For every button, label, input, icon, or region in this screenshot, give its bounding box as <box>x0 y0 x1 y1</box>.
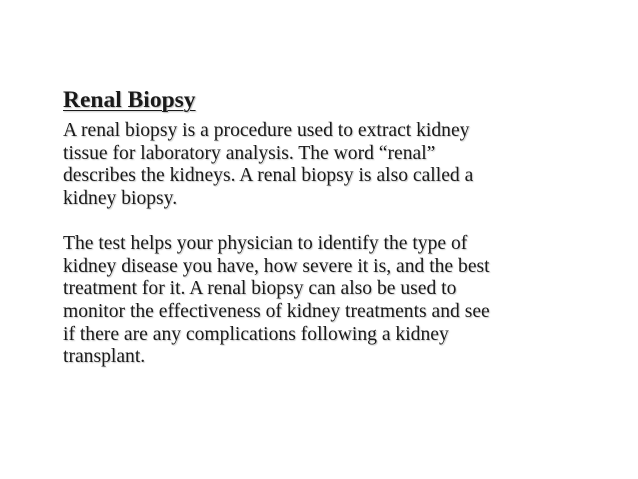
paragraph-definition: A renal biopsy is a procedure used to extract kidney tissue for laboratory analysis. The word “renal” describes the kidneys. A renal biopsy is also called a kidney biopsy. <box>63 120 474 210</box>
slide-content <box>63 86 603 369</box>
paragraph-purpose: The test helps your physician to identify the type of kidney disease you have, how severe it is, and the best treatment for it. A renal biopsy can also be used to monitor the effectiveness of kidney treatments and see if there are any complications following a kidney transplant. <box>63 232 490 368</box>
slide-title: Renal Biopsy <box>63 87 196 113</box>
